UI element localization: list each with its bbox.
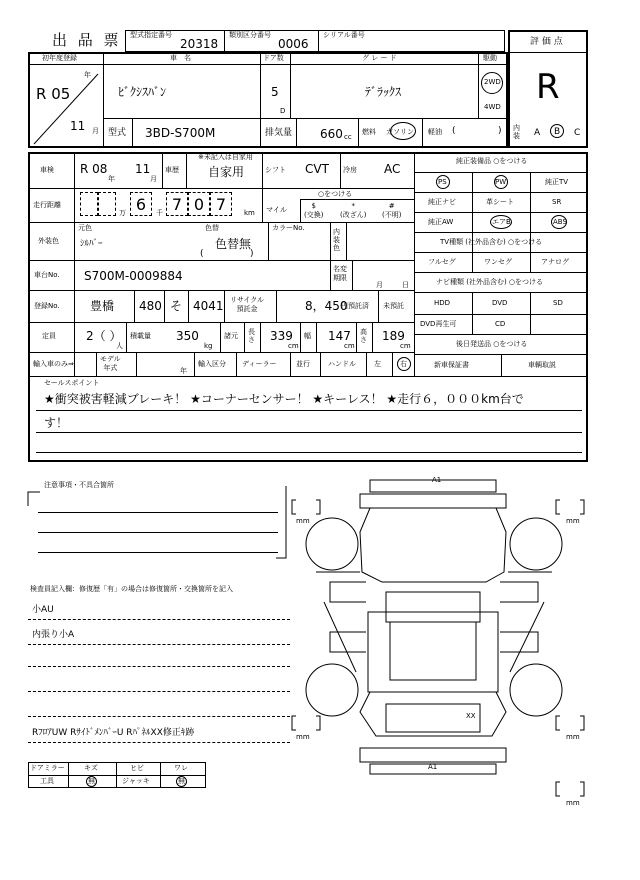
mileage-digit: 7 xyxy=(166,192,188,216)
first-reg-year-unit: 年 xyxy=(84,71,91,79)
model-label: 型式 xyxy=(108,128,127,138)
interior-c: C xyxy=(574,128,581,138)
first-reg-era: R 05 xyxy=(36,85,71,103)
tv-fullseg: フルセグ xyxy=(428,258,456,266)
ext-color-label: 外装色 xyxy=(38,237,59,245)
diesel-label: 軽油 xyxy=(428,128,442,136)
legend-break: ワレ xyxy=(174,764,188,772)
interior-a: A xyxy=(534,128,541,138)
equip-ps: PS xyxy=(438,178,447,186)
reg-area: 豊橋 xyxy=(90,299,115,313)
mileage-label: 走行距離 xyxy=(33,201,61,209)
reg-kana: そ xyxy=(170,299,183,313)
mm-label: mm xyxy=(566,799,580,807)
load-unit: kg xyxy=(204,342,213,350)
serial-label: シリアル番号 xyxy=(323,31,365,39)
note-entry-5: RﾌﾛｱUW RｻｲﾄﾞﾒﾝﾊﾞｰU RﾊﾟﾈﾙXX修正ｷ跡 xyxy=(32,728,195,738)
equip-leather: 革シート xyxy=(486,198,514,206)
legend-crack: ヒビ xyxy=(130,764,144,772)
inspection-month-unit: 月 xyxy=(150,175,157,183)
grade-label: グ レ ー ド xyxy=(362,54,397,62)
model-cert-value: 20318 xyxy=(180,37,219,51)
capacity-unit: 人 xyxy=(116,342,123,350)
first-reg-divider xyxy=(28,64,104,148)
navi-dvd-play: DVD再生可 xyxy=(420,320,457,328)
name-change-label: 名変期限 xyxy=(333,265,347,282)
ac-value: AC xyxy=(384,162,401,176)
mileage-digit: 0 xyxy=(188,192,210,216)
car-diagram xyxy=(290,472,590,812)
reg-class: 480 xyxy=(139,299,162,313)
first-reg-month: 11 xyxy=(70,119,86,133)
form-title: 出 品 票 xyxy=(52,31,122,49)
recycle-label: リサイクル 預託金 xyxy=(230,296,265,313)
category-label: 類別区分番号 xyxy=(229,31,271,39)
length-label: 長さ xyxy=(248,328,255,344)
mileage-digit: 7 xyxy=(210,192,232,216)
history-note: ※未記入は自家用 xyxy=(198,153,253,161)
dims-label: 諸元 xyxy=(224,332,238,340)
mileage-digit: 6 xyxy=(130,192,152,216)
category-value: 0006 xyxy=(278,37,309,51)
score-value: R xyxy=(536,67,560,107)
history-value: 自家用 xyxy=(208,165,245,179)
floor-damage-mark: XX xyxy=(466,712,476,720)
import-type-label: 輸入区分 xyxy=(198,360,226,368)
meter-circle-note: ○をつける xyxy=(318,190,353,198)
legend-door-mirror: ドアミラー xyxy=(30,764,65,772)
parallel-option: 並行 xyxy=(296,360,310,368)
int-color-label: 内装色 xyxy=(333,228,340,252)
sales-point-line2: す！ xyxy=(44,416,69,430)
later-warranty: 新車保証書 xyxy=(434,361,469,369)
drive-label: 駆動 xyxy=(483,54,497,62)
model-cert-label: 型式指定番号 xyxy=(130,31,172,39)
tv-analog: アナログ xyxy=(541,258,569,266)
sen-unit: 千 xyxy=(156,209,163,217)
model-value: 3BD-S700M xyxy=(145,126,216,140)
mileage-digit xyxy=(98,192,116,216)
interior-b: B xyxy=(554,127,561,137)
legend-tools-status: 無 xyxy=(88,777,95,785)
orig-color-label: 元色 xyxy=(78,224,92,232)
mm-label: mm xyxy=(566,517,580,525)
legend-jack: ジャッキ xyxy=(122,777,150,785)
width-label: 幅 xyxy=(304,332,311,340)
meter-replaced: $ (交換) xyxy=(304,202,324,219)
load-value: 350 xyxy=(176,329,199,343)
later-manual: 車輌取説 xyxy=(528,361,556,369)
sales-point-line1: ★衝突被害軽減ブレーキ！ ★コーナーセンサー！ ★キーレス！ ★走行６，０００km台で xyxy=(44,392,524,406)
width-unit: cm xyxy=(344,342,355,350)
orig-color: ｼﾙﾊﾞｰ xyxy=(80,239,103,249)
equip-tv: 純正TV xyxy=(545,178,569,186)
color-change-label: 色替 xyxy=(205,224,219,232)
inspector-label: 検査員記入欄：修復歴「有」の場合は修復箇所・交換箇所を記入 xyxy=(30,585,233,593)
shift-value: CVT xyxy=(305,162,329,176)
front-bumper-mark: A1 xyxy=(432,476,442,484)
inspection-label: 車検 xyxy=(40,166,54,174)
mileage-digit xyxy=(80,192,98,216)
navi-dvd: DVD xyxy=(492,299,508,307)
model-year-label: モデル 年式 xyxy=(100,355,121,372)
mm-label: mm xyxy=(296,517,310,525)
height-label: 高さ xyxy=(360,328,367,344)
doors-value: 5 xyxy=(271,85,279,99)
later-items-label: 後日発送品 ○をつける xyxy=(456,340,528,348)
interior-label: 内装 xyxy=(513,124,520,140)
ac-label: 冷房 xyxy=(343,166,357,174)
handle-right: 右 xyxy=(400,360,407,368)
navi-type-label: ナビ種類 (社外品含む) ○をつける xyxy=(436,278,544,286)
displacement-label: 排気量 xyxy=(265,128,293,138)
reg-label: 登録No. xyxy=(34,302,60,310)
man-unit: 万 xyxy=(119,209,126,217)
navi-sd: SD xyxy=(553,299,563,307)
fuel-gasoline: ガソリン xyxy=(386,128,414,136)
equip-airbag: エアB xyxy=(492,218,511,226)
legend-jack-status: 無 xyxy=(178,777,185,785)
mm-label: mm xyxy=(566,733,580,741)
note-entry-2: 内張り小A xyxy=(32,630,75,640)
tv-type-label: TV種類 (社外品含む) ○をつける xyxy=(440,238,543,246)
km-unit: km xyxy=(244,209,255,217)
equip-navi: 純正ナビ xyxy=(428,198,456,206)
navi-cd: CD xyxy=(495,320,506,328)
caution-label: 注意事項・不具合箇所 xyxy=(44,481,114,489)
equip-abs: ABS xyxy=(553,218,567,226)
legend-tools: 工具 xyxy=(40,777,54,785)
first-reg-month-unit: 月 xyxy=(92,127,99,135)
inspection-era: R 08 xyxy=(80,162,108,176)
drive-4wd: 4WD xyxy=(484,103,501,111)
fuel-label: 燃料 xyxy=(362,128,376,136)
navi-hdd: HDD xyxy=(434,299,451,307)
car-name-label: 車 名 xyxy=(170,54,191,62)
score-label: 評 価 点 xyxy=(530,37,563,47)
recycle-status: 円預託済 xyxy=(341,302,369,310)
shift-label: シフト xyxy=(265,166,286,174)
load-label: 積載量 xyxy=(130,332,151,340)
note-entry-1: 小AU xyxy=(32,605,54,615)
equip-aw: 純正AW xyxy=(428,218,454,226)
inspection-year-unit: 年 xyxy=(108,175,115,183)
dealer-option: ディーラー xyxy=(242,360,277,368)
capacity-label: 定員 xyxy=(42,332,56,340)
doors-label: ドア数 xyxy=(263,54,284,62)
displacement-value: 660 xyxy=(320,127,343,141)
meter-altered: * (改ざん) xyxy=(340,202,367,219)
grade-value: ﾃﾞﾗｯｸｽ xyxy=(365,85,402,99)
meter-mile: マイル xyxy=(266,206,287,214)
color-no-label: カラーNo. xyxy=(272,224,305,232)
inspection-month: 11 xyxy=(135,162,151,176)
equip-sr: SR xyxy=(552,198,562,206)
handle-left: 左 xyxy=(374,360,381,368)
first-reg-label: 初年度登録 xyxy=(42,54,77,62)
width-value: 147 xyxy=(328,329,351,343)
import-label: 輸入車のみ⇒ xyxy=(33,360,74,368)
meter-unknown: # (不明) xyxy=(382,202,402,219)
equip-pw: PW xyxy=(495,178,507,186)
legend-scratch: キズ xyxy=(84,764,98,772)
height-value: 189 xyxy=(382,329,405,343)
doors-d: D xyxy=(280,107,286,115)
height-unit: cm xyxy=(400,342,411,350)
tv-oneseg: ワンセグ xyxy=(484,258,512,266)
recycle-value: 8，450 xyxy=(305,299,348,313)
genuine-equipment-label: 純正装備品 ○をつける xyxy=(456,157,528,165)
length-value: 339 xyxy=(270,329,293,343)
displacement-unit: cc xyxy=(344,133,352,141)
history-label: 車歴 xyxy=(165,166,179,174)
chassis-label: 車台No. xyxy=(34,271,60,279)
color-change-value: 色替無 xyxy=(215,237,252,251)
rear-bumper-mark: A1 xyxy=(428,763,438,771)
length-unit: cm xyxy=(288,342,299,350)
capacity-value: 2（ ） xyxy=(86,329,122,343)
chassis-value: S700M-0009884 xyxy=(84,269,183,283)
recycle-unpaid: 未預託 xyxy=(383,302,404,310)
handle-label: ハンドル xyxy=(328,360,356,368)
mm-label: mm xyxy=(296,733,310,741)
drive-2wd: 2WD xyxy=(484,78,501,86)
car-name: ﾋﾞｸｼｽﾊﾞﾝ xyxy=(118,85,167,99)
reg-number: 4041 xyxy=(193,299,224,313)
sales-point-label: セールスポイント xyxy=(44,379,100,387)
